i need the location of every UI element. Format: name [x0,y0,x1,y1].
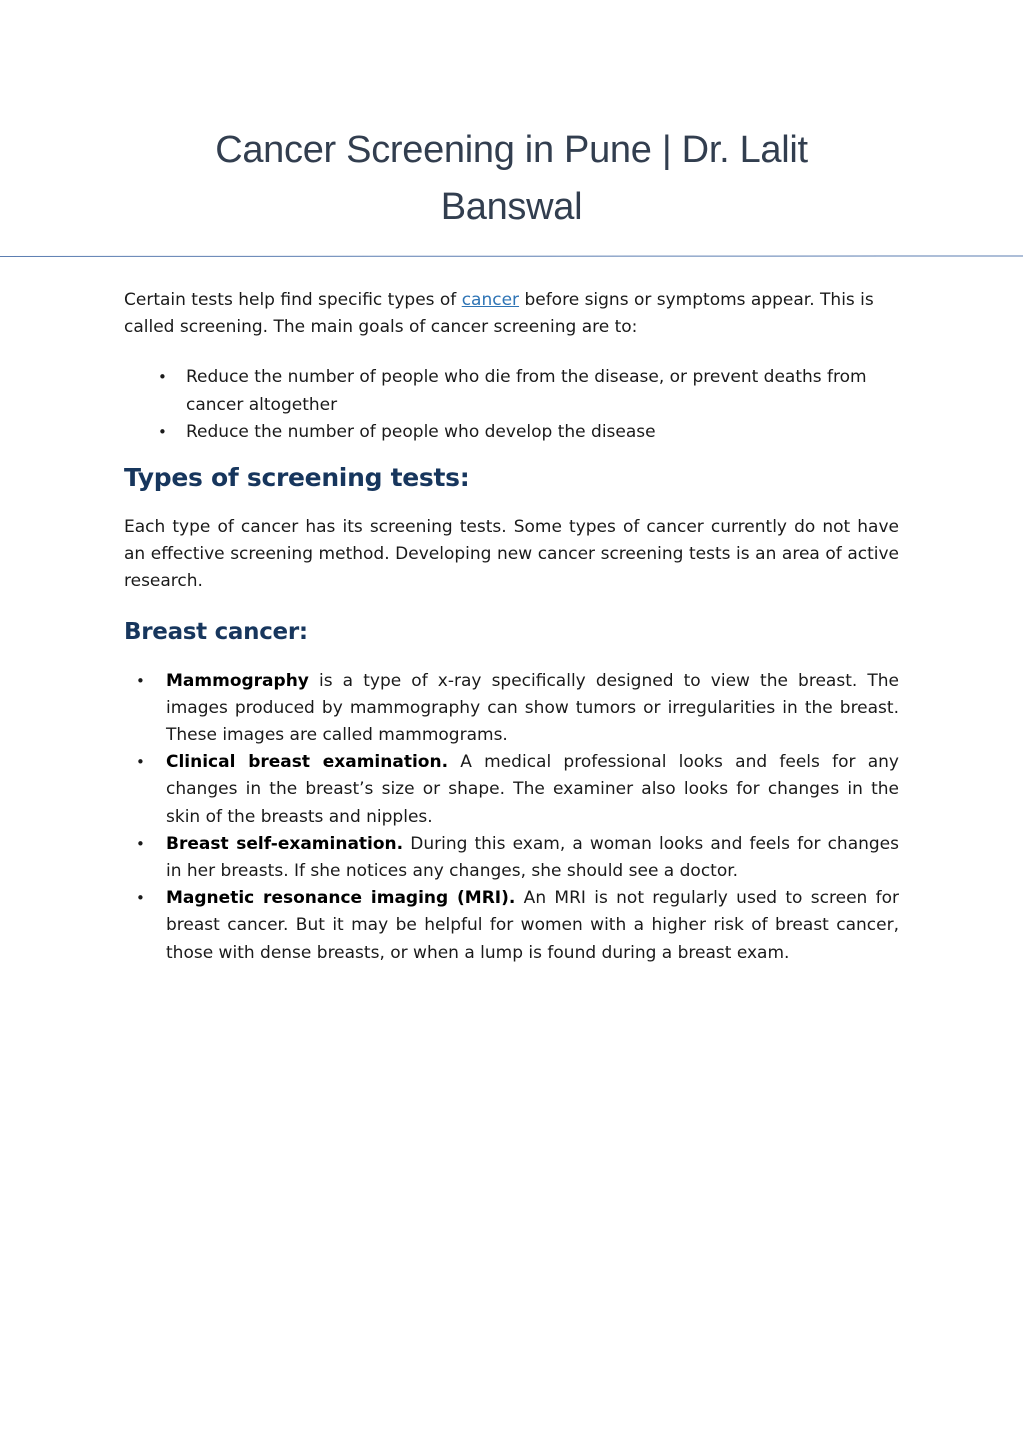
bullet-icon: • [136,834,145,853]
list-item [158,419,899,446]
item-term: Magnetic resonance imaging (MRI). [166,888,516,909]
document-body [124,287,899,967]
types-heading: Types of screening tests: [124,463,470,493]
item-description: is a type of x-ray specifically designed to view the breast. The images produced by mammography can show tumors or irregularities in the breast. These images are called mammograms. [166,670,899,746]
item-description: During this exam, a woman looks and feels for changes in her breasts. If she notices any changes, she should see a doctor. [166,833,899,882]
item-term: Breast self-examination. [166,833,404,854]
intro-text-after-link: before signs or symptoms appear. This is called screening. The main goals of cancer screening are to: [124,290,874,338]
bullet-icon: • [136,753,145,772]
breast-cancer-heading: Breast cancer: [124,618,308,645]
list-item [136,885,899,967]
bullet-icon: • [158,368,167,387]
cancer-link[interactable]: cancer [461,290,520,310]
goal-text: Reduce the number of people who develop the disease [186,421,656,442]
intro-text-before-link: Certain tests help find specific types of [124,290,462,310]
goal-text: Reduce the number of people who die from the disease, or prevent deaths from cancer altogether [186,367,867,415]
types-paragraph: Each type of cancer has its screening tests. Some types of cancer currently do not have an effective screening method. Developing new cancer screening tests is an area of active research. [124,517,899,592]
list-item [136,749,899,831]
bullet-icon: • [136,889,145,908]
item-term: Mammography [166,670,309,691]
bullet-icon: • [136,671,145,690]
title-divider [0,255,1023,257]
list-item [136,831,899,885]
item-description: A medical professional looks and feels for any changes in the breast’s size or shape. The examiner also looks for changes in the skin of the breasts and nipples. [166,752,899,827]
screening-goals-list [124,364,899,446]
bullet-icon: • [158,422,167,441]
item-description: An MRI is not regularly used to screen for breast cancer. But it may be helpful for women with a higher risk of breast cancer, those with dense breasts, or when a lump is found during a breast exam. [166,888,899,963]
list-item [158,364,899,418]
item-term: Clinical breast examination. [166,752,449,773]
intro-paragraph [124,287,899,341]
page-title: Cancer Screening in Pune | Dr. Lalit Banswal [215,129,808,228]
list-item [136,668,899,750]
breast-screening-list [124,668,899,967]
